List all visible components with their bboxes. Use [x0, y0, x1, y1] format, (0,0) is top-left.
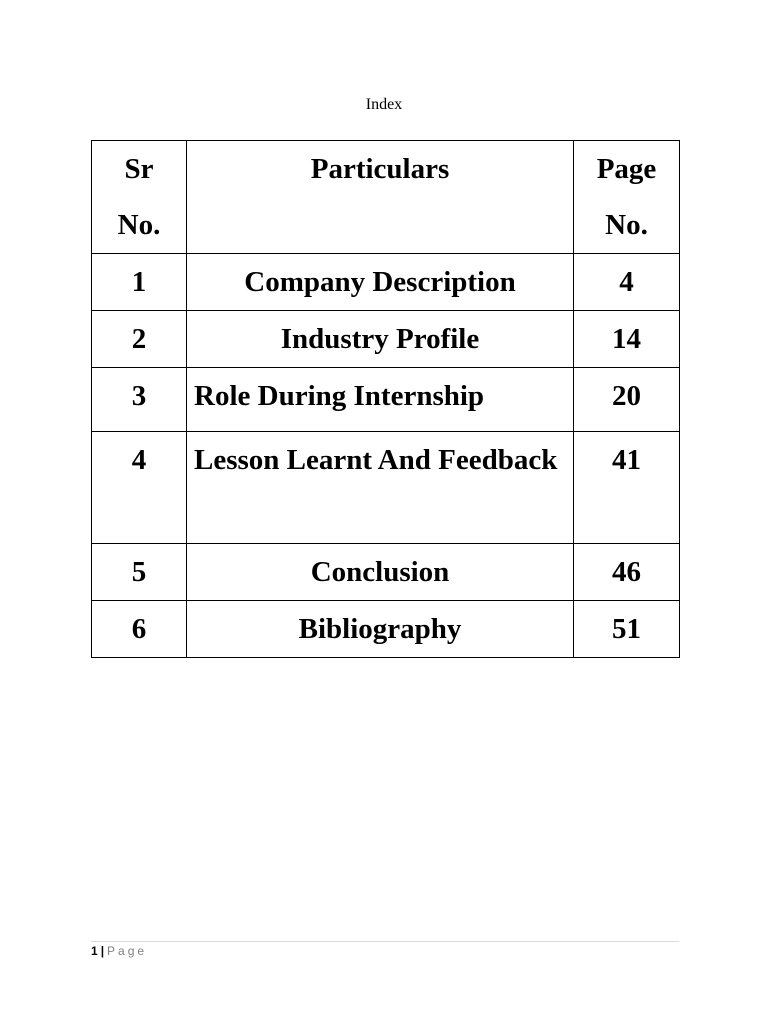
page-footer	[91, 943, 147, 959]
sr-cell: 2	[92, 311, 187, 368]
particular-cell: Industry Profile	[187, 311, 574, 368]
header-sr-no	[92, 141, 187, 254]
page-cell: 46	[574, 544, 680, 601]
footer-divider	[91, 941, 679, 942]
table-row	[92, 544, 680, 601]
page-title: Index	[365, 96, 403, 113]
page-cell: 41	[574, 432, 680, 544]
table-row	[92, 601, 680, 658]
table-row	[92, 432, 680, 544]
page-cell: 4	[574, 254, 680, 311]
header-page-no	[574, 141, 680, 254]
index-table	[91, 140, 680, 658]
particular-cell: Company Description	[187, 254, 574, 311]
sr-cell: 6	[92, 601, 187, 658]
page-cell: 51	[574, 601, 680, 658]
table-row	[92, 254, 680, 311]
table-row	[92, 368, 680, 432]
footer-page-number: 1	[91, 944, 98, 958]
footer-page-word: Page	[107, 944, 148, 958]
page-cell: 14	[574, 311, 680, 368]
page-cell: 20	[574, 368, 680, 432]
particular-cell: Conclusion	[187, 544, 574, 601]
table-row	[92, 311, 680, 368]
sr-cell: 1	[92, 254, 187, 311]
footer-separator: |	[100, 944, 105, 958]
header-sr-line1: Sr	[124, 153, 154, 185]
header-page-line1: Page	[596, 153, 657, 185]
sr-cell: 4	[92, 432, 187, 544]
particular-cell: Role During Internship	[187, 368, 574, 432]
particular-cell: Lesson Learnt And Feedback	[187, 432, 574, 544]
header-sr-line2: No.	[117, 209, 161, 241]
particular-cell: Bibliography	[187, 601, 574, 658]
sr-cell: 5	[92, 544, 187, 601]
table-header-row	[92, 141, 680, 254]
header-particulars: Particulars	[187, 141, 574, 254]
header-page-line2: No.	[605, 209, 648, 241]
sr-cell: 3	[92, 368, 187, 432]
